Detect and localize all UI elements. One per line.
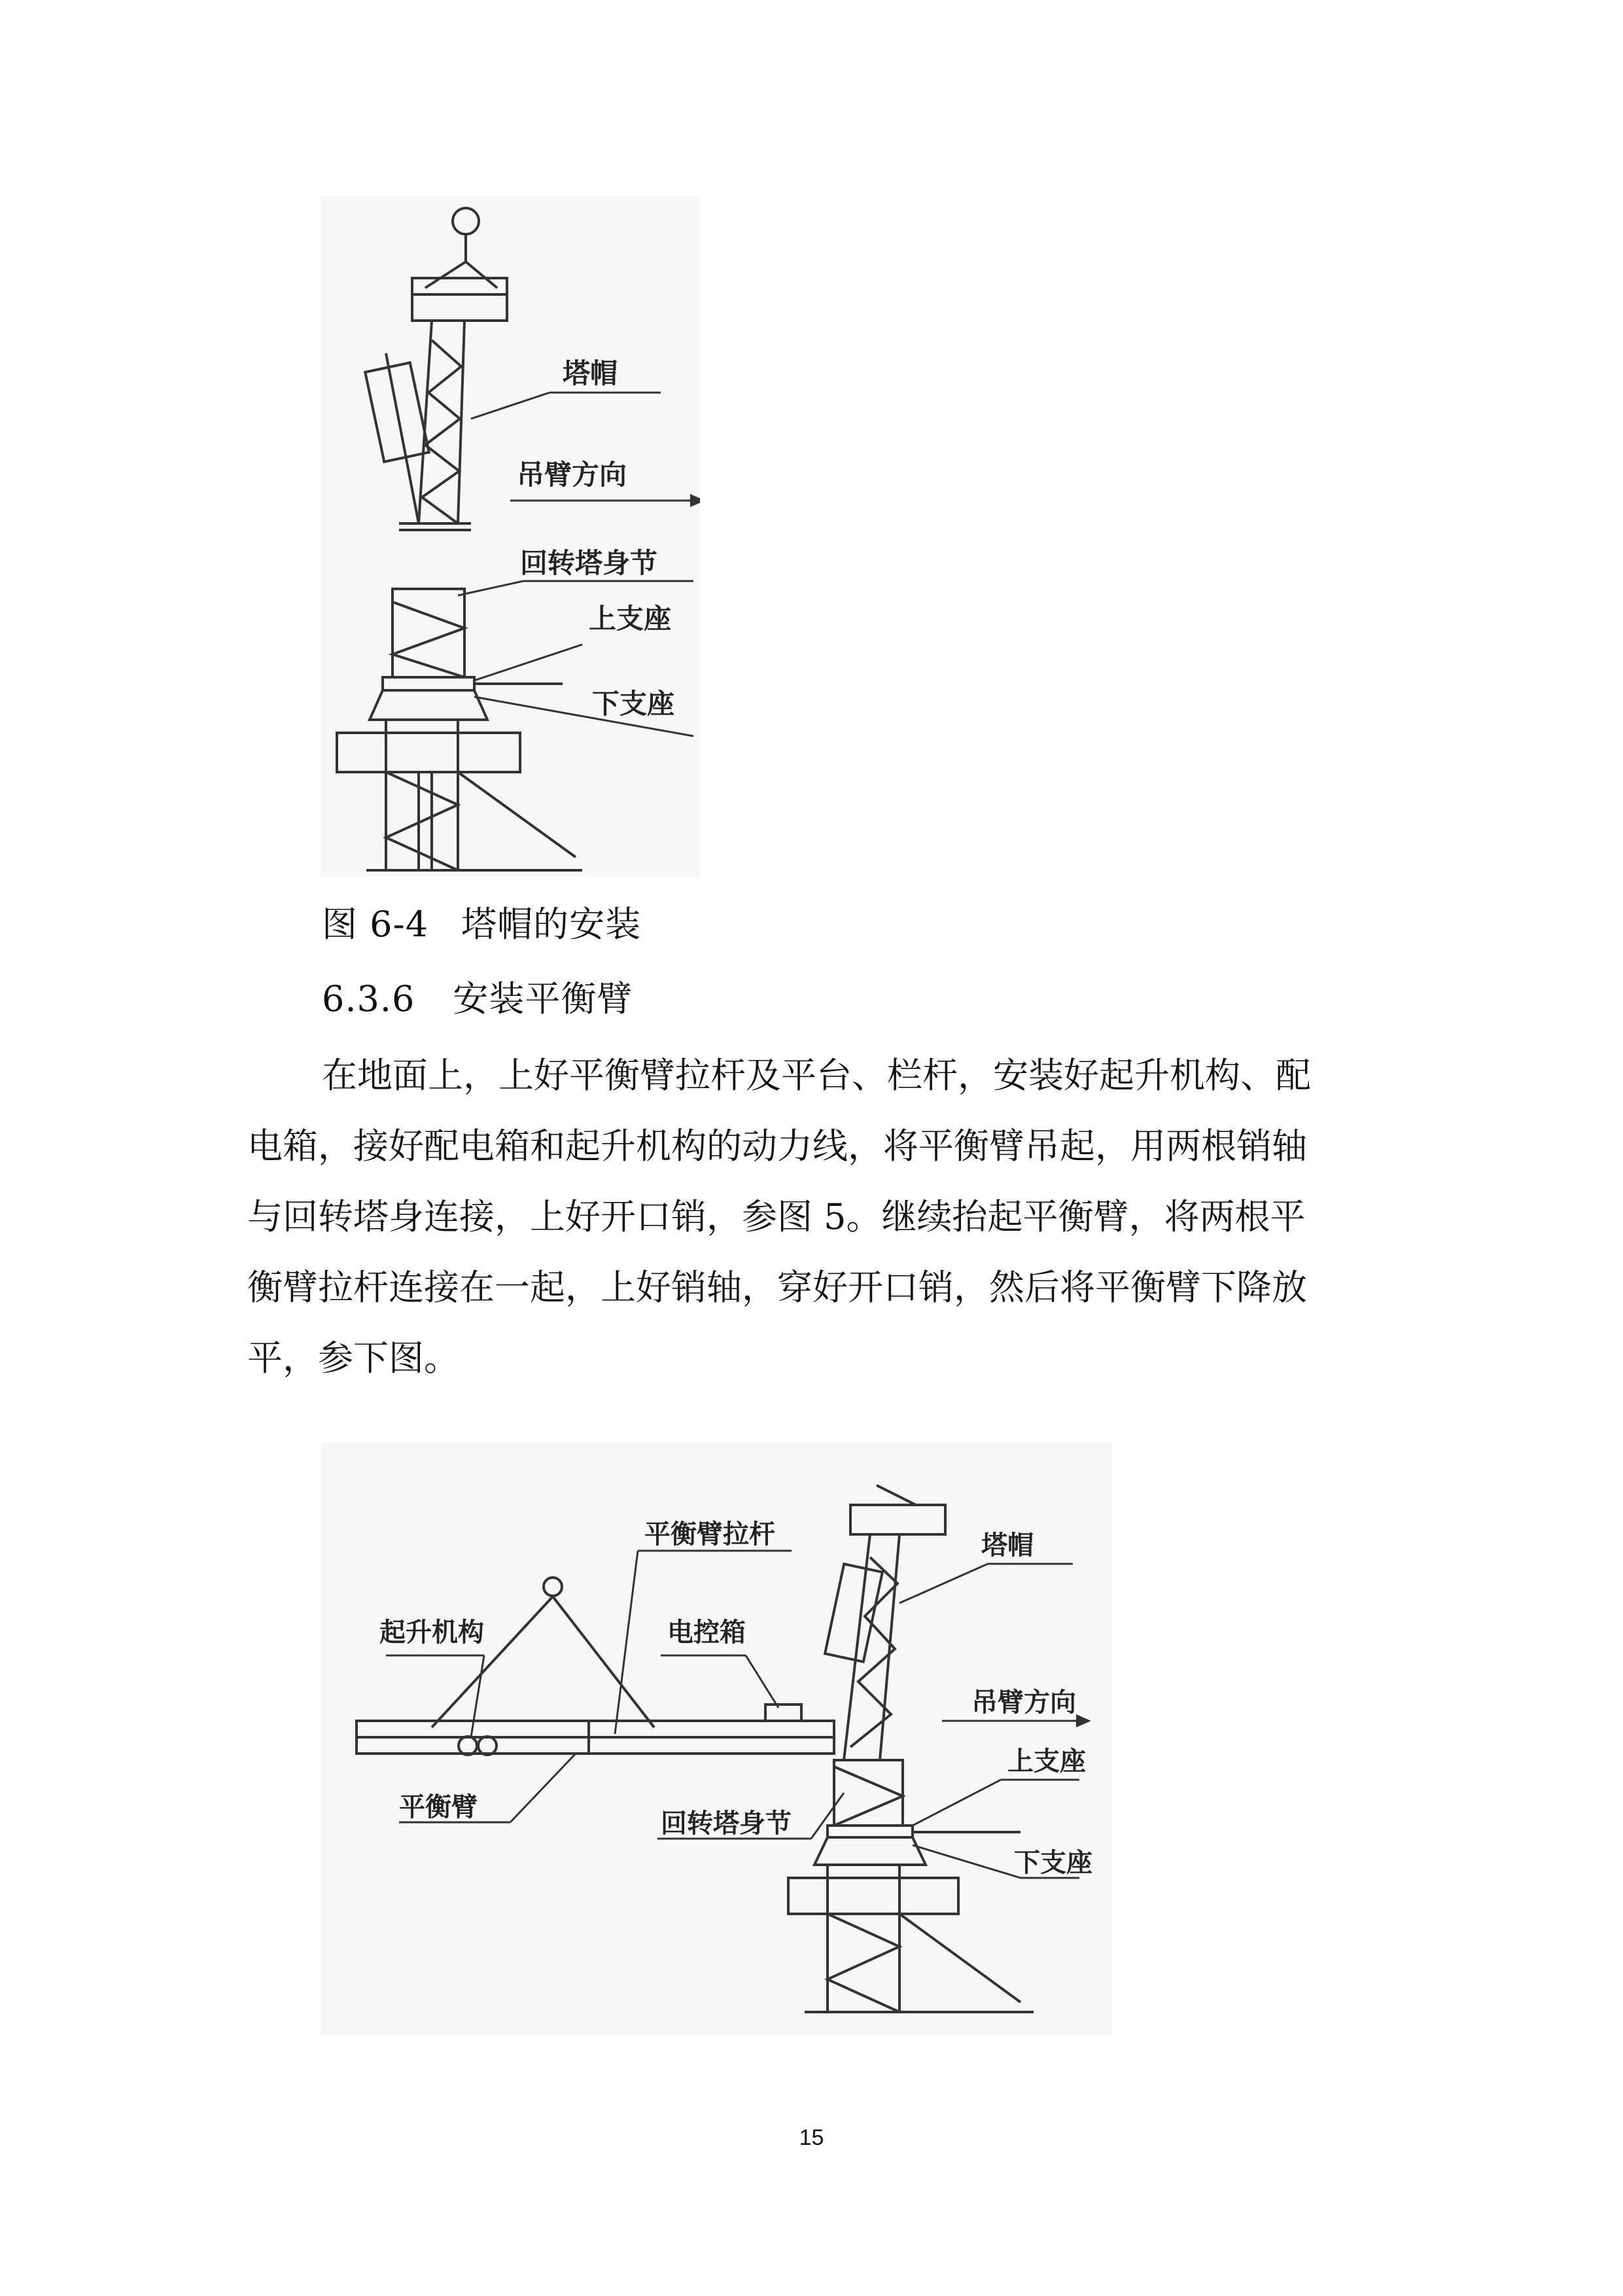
crane-structure (357, 1485, 1034, 2012)
label-upper-support: 上支座 (589, 603, 672, 635)
paragraph-line: 与回转塔身连接，上好开口销，参图 5。继续抬起平衡臂，将两根平 (247, 1196, 1306, 1237)
figure-1-drawing (321, 196, 700, 877)
label-lower-support: 下支座 (1014, 1848, 1092, 1878)
label-hoist-mechanism: 起升机构 (379, 1617, 484, 1648)
label-jib-direction: 吊臂方向 (517, 459, 627, 491)
caption-number: 图 6-4 (322, 904, 429, 945)
label-jib-direction: 吊臂方向 (971, 1687, 1076, 1718)
paragraph-line: 电箱，接好配电箱和起升机构的动力线，将平衡臂吊起，用两根销轴 (247, 1125, 1307, 1167)
crane-structure (337, 208, 582, 870)
figure-counter-jib-installation (321, 1443, 1112, 2035)
label-rotating-section: 回转塔身节 (661, 1809, 792, 1839)
figure-tower-cap-installation (321, 196, 700, 877)
label-control-box: 电控箱 (667, 1617, 746, 1648)
caption-title: 塔帽的安装 (461, 904, 642, 945)
label-rotating-section: 回转塔身节 (520, 547, 658, 579)
hook-icon (544, 1578, 562, 1596)
paragraph-line: 平，参下图。 (247, 1337, 459, 1379)
section-heading (322, 971, 633, 1021)
body-paragraph (247, 1040, 1386, 1394)
hook-icon (453, 208, 479, 234)
figure-caption (322, 896, 641, 947)
paragraph-line: 衡臂拉杆连接在一起，上好销轴，穿好开口销，然后将平衡臂下降放 (247, 1267, 1307, 1308)
label-tower-cap: 塔帽 (981, 1530, 1034, 1561)
page-number: 15 (799, 2125, 824, 2150)
label-counter-jib: 平衡臂 (399, 1792, 478, 1822)
label-tower-cap: 塔帽 (563, 357, 618, 389)
section-number: 6.3.6 (322, 978, 415, 1019)
section-title: 安装平衡臂 (453, 978, 633, 1019)
label-upper-support: 上支座 (1007, 1746, 1086, 1776)
label-lower-support: 下支座 (592, 688, 675, 720)
figure-2-drawing (321, 1443, 1112, 2035)
arrow-icon (1076, 1714, 1091, 1727)
paragraph-line: 在地面上，上好平衡臂拉杆及平台、栏杆，安装好起升机构、配 (322, 1055, 1311, 1096)
label-counterjib-tie: 平衡臂拉杆 (644, 1519, 775, 1549)
arrow-icon (690, 494, 700, 507)
